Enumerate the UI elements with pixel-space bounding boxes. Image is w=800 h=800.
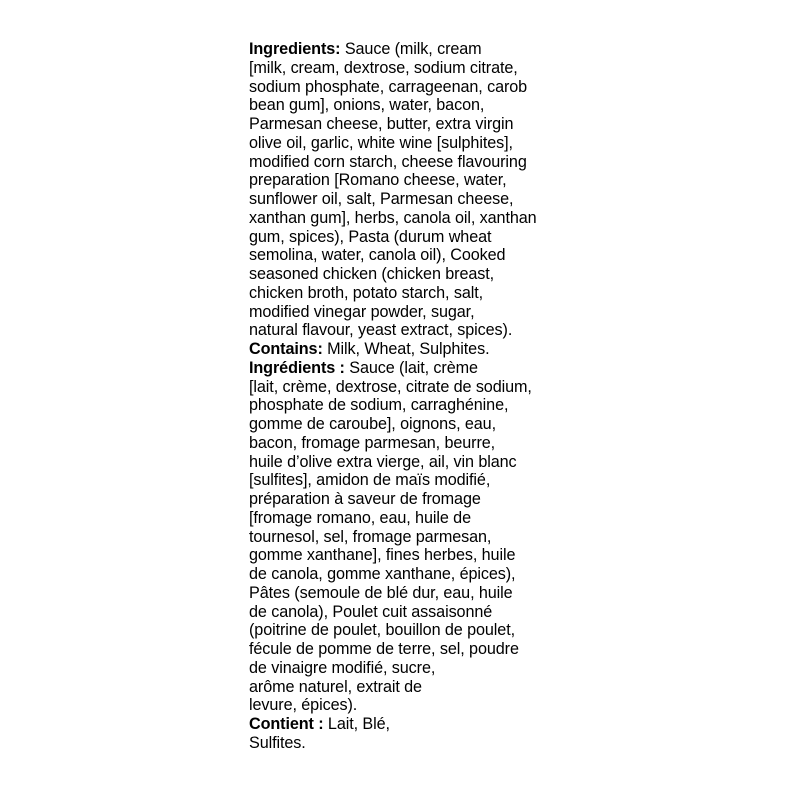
- en-ingredients-line: modified corn starch, cheese flavouring: [249, 152, 527, 171]
- fr-contains-line: Sulfites.: [249, 733, 306, 752]
- en-contains-heading: Contains:: [249, 340, 323, 358]
- en-ingredients-line: semolina, water, canola oil), Cooked: [249, 246, 506, 265]
- fr-ingredients-line: levure, épices).: [249, 696, 358, 715]
- fr-ingredients-line: Pâtes (semoule de blé dur, eau, huile: [249, 583, 513, 602]
- en-ingredients-line: Parmesan cheese, butter, extra virgin: [249, 115, 514, 133]
- en-ingredients-line: [milk, cream, dextrose, sodium citrate,: [249, 58, 518, 77]
- fr-ingredients-line: de vinaigre modifié, sucre,: [249, 658, 436, 677]
- fr-contains-line-1: [249, 715, 569, 734]
- fr-ingredients-line: de canola), Poulet cuit assaisonné: [249, 602, 493, 621]
- fr-ingredients-line: préparation à saveur de fromage: [249, 490, 481, 508]
- en-ingredients-line: sunflower oil, salt, Parmesan cheese,: [249, 190, 514, 208]
- fr-ingredients-text: Sauce (lait, crème: [344, 358, 478, 377]
- fr-ingredients-line: phosphate de sodium, carraghénine,: [249, 396, 509, 415]
- fr-ingredients-line: [sulfites], amidon de maïs modifié,: [249, 471, 491, 490]
- fr-ingredients-line: fécule de pomme de terre, sel, poudre: [249, 640, 519, 658]
- fr-ingredients-line: gomme de caroube], oignons, eau,: [249, 415, 496, 433]
- en-ingredients-line: natural flavour, yeast extract, spices).: [249, 321, 513, 340]
- fr-ingredients-line-1: [249, 359, 569, 378]
- fr-ingredients-line: gomme xanthane], fines herbes, huile: [249, 546, 516, 565]
- en-ingredients-line: bean gum], onions, water, bacon,: [249, 96, 485, 115]
- en-ingredients-line: seasoned chicken (chicken breast,: [249, 265, 495, 283]
- fr-ingredients-line: [fromage romano, eau, huile de: [249, 508, 471, 527]
- en-ingredients-text: Sauce (milk, cream: [340, 40, 482, 58]
- fr-contains-text: Lait, Blé,: [323, 715, 390, 733]
- en-contains-line: [249, 340, 569, 359]
- fr-ingredients-line: bacon, fromage parmesan, beurre,: [249, 433, 496, 452]
- en-ingredients-heading: Ingredients:: [249, 40, 341, 58]
- fr-ingredients-line: [lait, crème, dextrose, citrate de sodium,: [249, 377, 532, 396]
- en-ingredients-line: chicken broth, potato starch, salt,: [249, 283, 484, 302]
- ingredients-label: [249, 40, 569, 753]
- en-ingredients-line-1: [249, 40, 569, 59]
- fr-ingredients-line: de canola, gomme xanthane, épices),: [249, 565, 516, 583]
- fr-ingredients-line: arôme naturel, extrait de: [249, 677, 422, 696]
- en-ingredients-line: xanthan gum], herbs, canola oil, xanthan: [249, 208, 537, 227]
- fr-ingredients-line: tournesol, sel, fromage parmesan,: [249, 527, 492, 546]
- en-ingredients-line: preparation [Romano cheese, water,: [249, 171, 507, 190]
- en-ingredients-line: sodium phosphate, carrageenan, carob: [249, 77, 528, 96]
- en-ingredients-line: modified vinegar powder, sugar,: [249, 302, 475, 321]
- en-ingredients-line: gum, spices), Pasta (durum wheat: [249, 227, 492, 246]
- fr-ingredients-line: (poitrine de poulet, bouillon de poulet,: [249, 621, 515, 640]
- fr-ingredients-heading: Ingrédients :: [249, 358, 345, 377]
- fr-ingredients-line: huile d’olive extra vierge, ail, vin blanc: [249, 452, 517, 471]
- en-ingredients-line: olive oil, garlic, white wine [sulphites],: [249, 133, 513, 152]
- en-contains-text: Milk, Wheat, Sulphites.: [322, 340, 490, 358]
- fr-contains-heading: Contient :: [249, 715, 324, 733]
